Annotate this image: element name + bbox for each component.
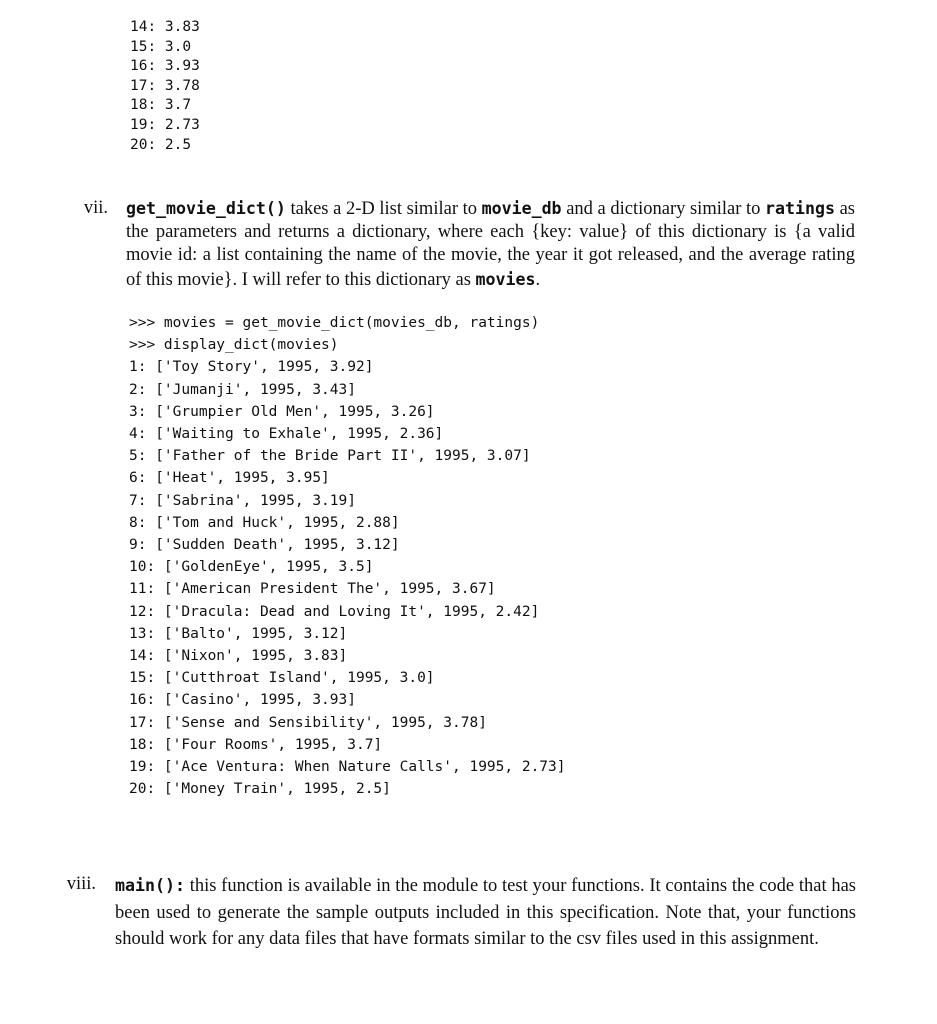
code-line: 16: ['Casino', 1995, 3.93] [129,692,356,709]
code-line: 13: ['Balto', 1995, 3.12] [129,625,348,642]
output-line: 20: 2.5 [130,136,192,153]
code-line: 4: ['Waiting to Exhale', 1995, 2.36] [129,426,444,443]
description-text: takes a 2-D list similar to [285,199,482,219]
section-viii [0,873,937,983]
section-description [115,873,856,953]
section-number: vii. [83,198,108,218]
example-code-listing [129,312,566,800]
description-text: as the parameters and returns a dictionary, where each {key: value} of this dictionary is {a valid movie id: a list containing the name of the movie, the year it got released, and the average rating of this movie}. I will refer to this dictionary as [126,199,855,290]
inline-code-movies: movies [475,269,536,289]
code-line: 11: ['American President The', 1995, 3.67] [129,581,496,598]
function-name: get_movie_dict() [126,199,286,218]
output-line: 16: 3.93 [130,58,200,75]
code-line: 8: ['Tom and Huck', 1995, 2.88] [129,514,400,531]
code-line: 19: ['Ace Ventura: When Nature Calls', 1995, 2.73] [129,759,566,776]
description-text: and a dictionary similar to [561,199,766,219]
rating-output-listing [130,18,200,155]
output-line: 18: 3.7 [130,97,192,114]
code-line: 18: ['Four Rooms', 1995, 3.7] [129,736,383,753]
output-line: 17: 3.78 [130,77,200,94]
inline-code-movie-db: movie_db [481,199,562,218]
code-line: 6: ['Heat', 1995, 3.95] [129,470,330,487]
code-line: 17: ['Sense and Sensibility', 1995, 3.78] [129,714,487,731]
description-text: . [535,269,541,290]
code-line: 5: ['Father of the Bride Part II', 1995, 3.07] [129,448,531,465]
function-name: main(): [115,876,185,895]
output-line: 14: 3.83 [130,19,200,35]
code-line: >>> movies = get_movie_dict(movies_db, ratings) [129,315,540,331]
section-number: viii. [66,874,96,894]
code-line: 14: ['Nixon', 1995, 3.83] [129,648,348,665]
section-vii [0,197,937,297]
code-line: 1: ['Toy Story', 1995, 3.92] [129,359,374,376]
code-line: 10: ['GoldenEye', 1995, 3.5] [129,559,374,576]
output-line: 15: 3.0 [130,38,192,55]
code-line: 3: ['Grumpier Old Men', 1995, 3.26] [129,403,435,420]
section-description [126,197,855,292]
inline-code-ratings: ratings [765,199,835,218]
code-line: 2: ['Jumanji', 1995, 3.43] [129,381,356,398]
code-line: 15: ['Cutthroat Island', 1995, 3.0] [129,670,435,687]
code-line: 9: ['Sudden Death', 1995, 3.12] [129,537,400,554]
code-line: 7: ['Sabrina', 1995, 3.19] [129,492,356,509]
description-text: this function is available in the module to test your functions. It contains the code that has been used to generate the sample outputs included in this specification. Note that, your functions should work for any data files that have formats similar to the csv files used in this assignment. [115,876,856,949]
code-line: 12: ['Dracula: Dead and Loving It', 1995, 2.42] [129,603,540,620]
code-line: 20: ['Money Train', 1995, 2.5] [129,781,391,798]
code-line: >>> display_dict(movies) [129,337,339,354]
output-line: 19: 2.73 [130,116,200,133]
